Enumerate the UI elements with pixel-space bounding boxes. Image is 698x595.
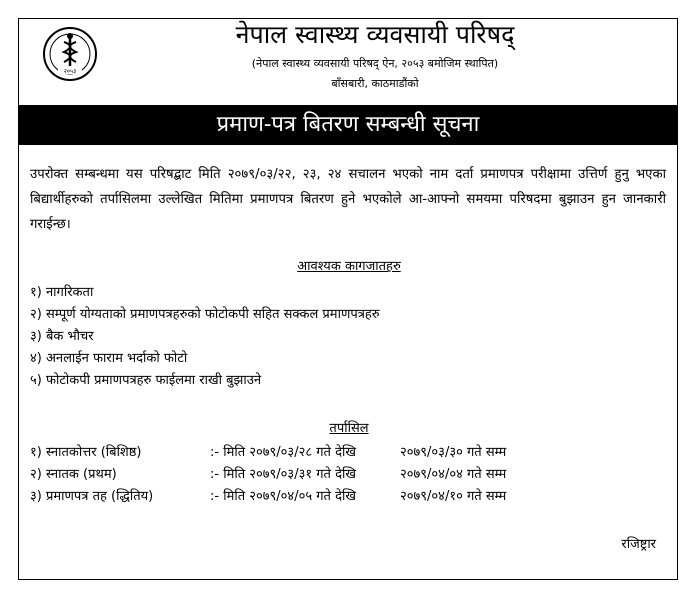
list-item: १) नागरिकता bbox=[30, 285, 94, 300]
schedule-level: २) स्नातक (प्रथम) bbox=[30, 467, 117, 482]
schedule-start-date: :- मिति २०७९/०४/०५ गते देखि bbox=[210, 489, 356, 504]
schedule-start-date: :- मिति २०७९/०३/२८ गते देखि bbox=[210, 445, 356, 460]
requirements-heading bbox=[0, 258, 698, 276]
notice-title-banner: प्रमाण-पत्र बितरण सम्बन्धी सूचना bbox=[19, 105, 677, 145]
notice-paragraph: उपरोक्त सम्बन्धमा यस परिषद्बाट मिति २०७९/०३/२२, २३, २४ सचालन भएको नाम दर्ता प्रमाणपत्र परीक्षामा उत्तिर्ण हुनु भएका बिद्यार्थीहरुको तर्पासिलमा उल्लेखित मितिमा प्रमाणपत्र बितरण हुने भएकोले आ-आफ्नो समयमा परिषदमा बुझाउन हुन जानकारी गराईन्छ। bbox=[30, 167, 666, 232]
schedule-end-date: २०७९/०३/३० गते सम्म bbox=[400, 445, 507, 460]
schedule-table bbox=[30, 442, 670, 508]
registrar-signature: रजिष्ट्रार bbox=[621, 537, 656, 552]
schedule-heading-text: तर्पासिल bbox=[329, 421, 369, 436]
organization-subtitle: (नेपाल स्वास्थ्य व्यवसायी परिषद् ऐन, २०५३ बमोजिम स्थापित) bbox=[251, 57, 499, 70]
organization-name: नेपाल स्वास्थ्य व्यवसायी परिषद् bbox=[235, 20, 515, 49]
schedule-end-date: २०७९/०४/१० गते सम्म bbox=[400, 489, 507, 504]
list-item: ५) फोटोकपी प्रमाणपत्रहरु फाईलमा राखी बुझाउने bbox=[30, 373, 262, 388]
list-item: २) सम्पूर्ण योग्यताको प्रमाणपत्रहरुको फोटोकपी सहित सक्कल प्रमाणपत्रहरु bbox=[30, 307, 380, 322]
list-item: ४) अनलाईन फाराम भर्दाको फोटो bbox=[30, 351, 188, 366]
table-row bbox=[30, 442, 670, 464]
table-row bbox=[30, 486, 670, 508]
council-logo-icon bbox=[42, 26, 98, 82]
schedule-heading bbox=[0, 420, 698, 438]
schedule-start-date: :- मिति २०७९/०३/३१ गते देखि bbox=[210, 467, 356, 482]
requirements-list bbox=[30, 282, 650, 392]
table-row bbox=[30, 464, 670, 486]
list-item: ३) बैक भौचर bbox=[30, 329, 94, 344]
requirements-heading-text: आवश्यक कागजातहरु bbox=[297, 259, 401, 274]
schedule-end-date: २०७९/०४/०४ गते सम्म bbox=[400, 467, 507, 482]
organization-address: बाँसबारी, काठमाडौंको bbox=[331, 77, 419, 90]
logo-year: २०५३ bbox=[63, 68, 77, 75]
schedule-level: ३) प्रमाणपत्र तह (द्धितिय) bbox=[30, 489, 154, 504]
schedule-level: १) स्नातकोत्तर (बिशिष्ठ) bbox=[30, 445, 142, 460]
